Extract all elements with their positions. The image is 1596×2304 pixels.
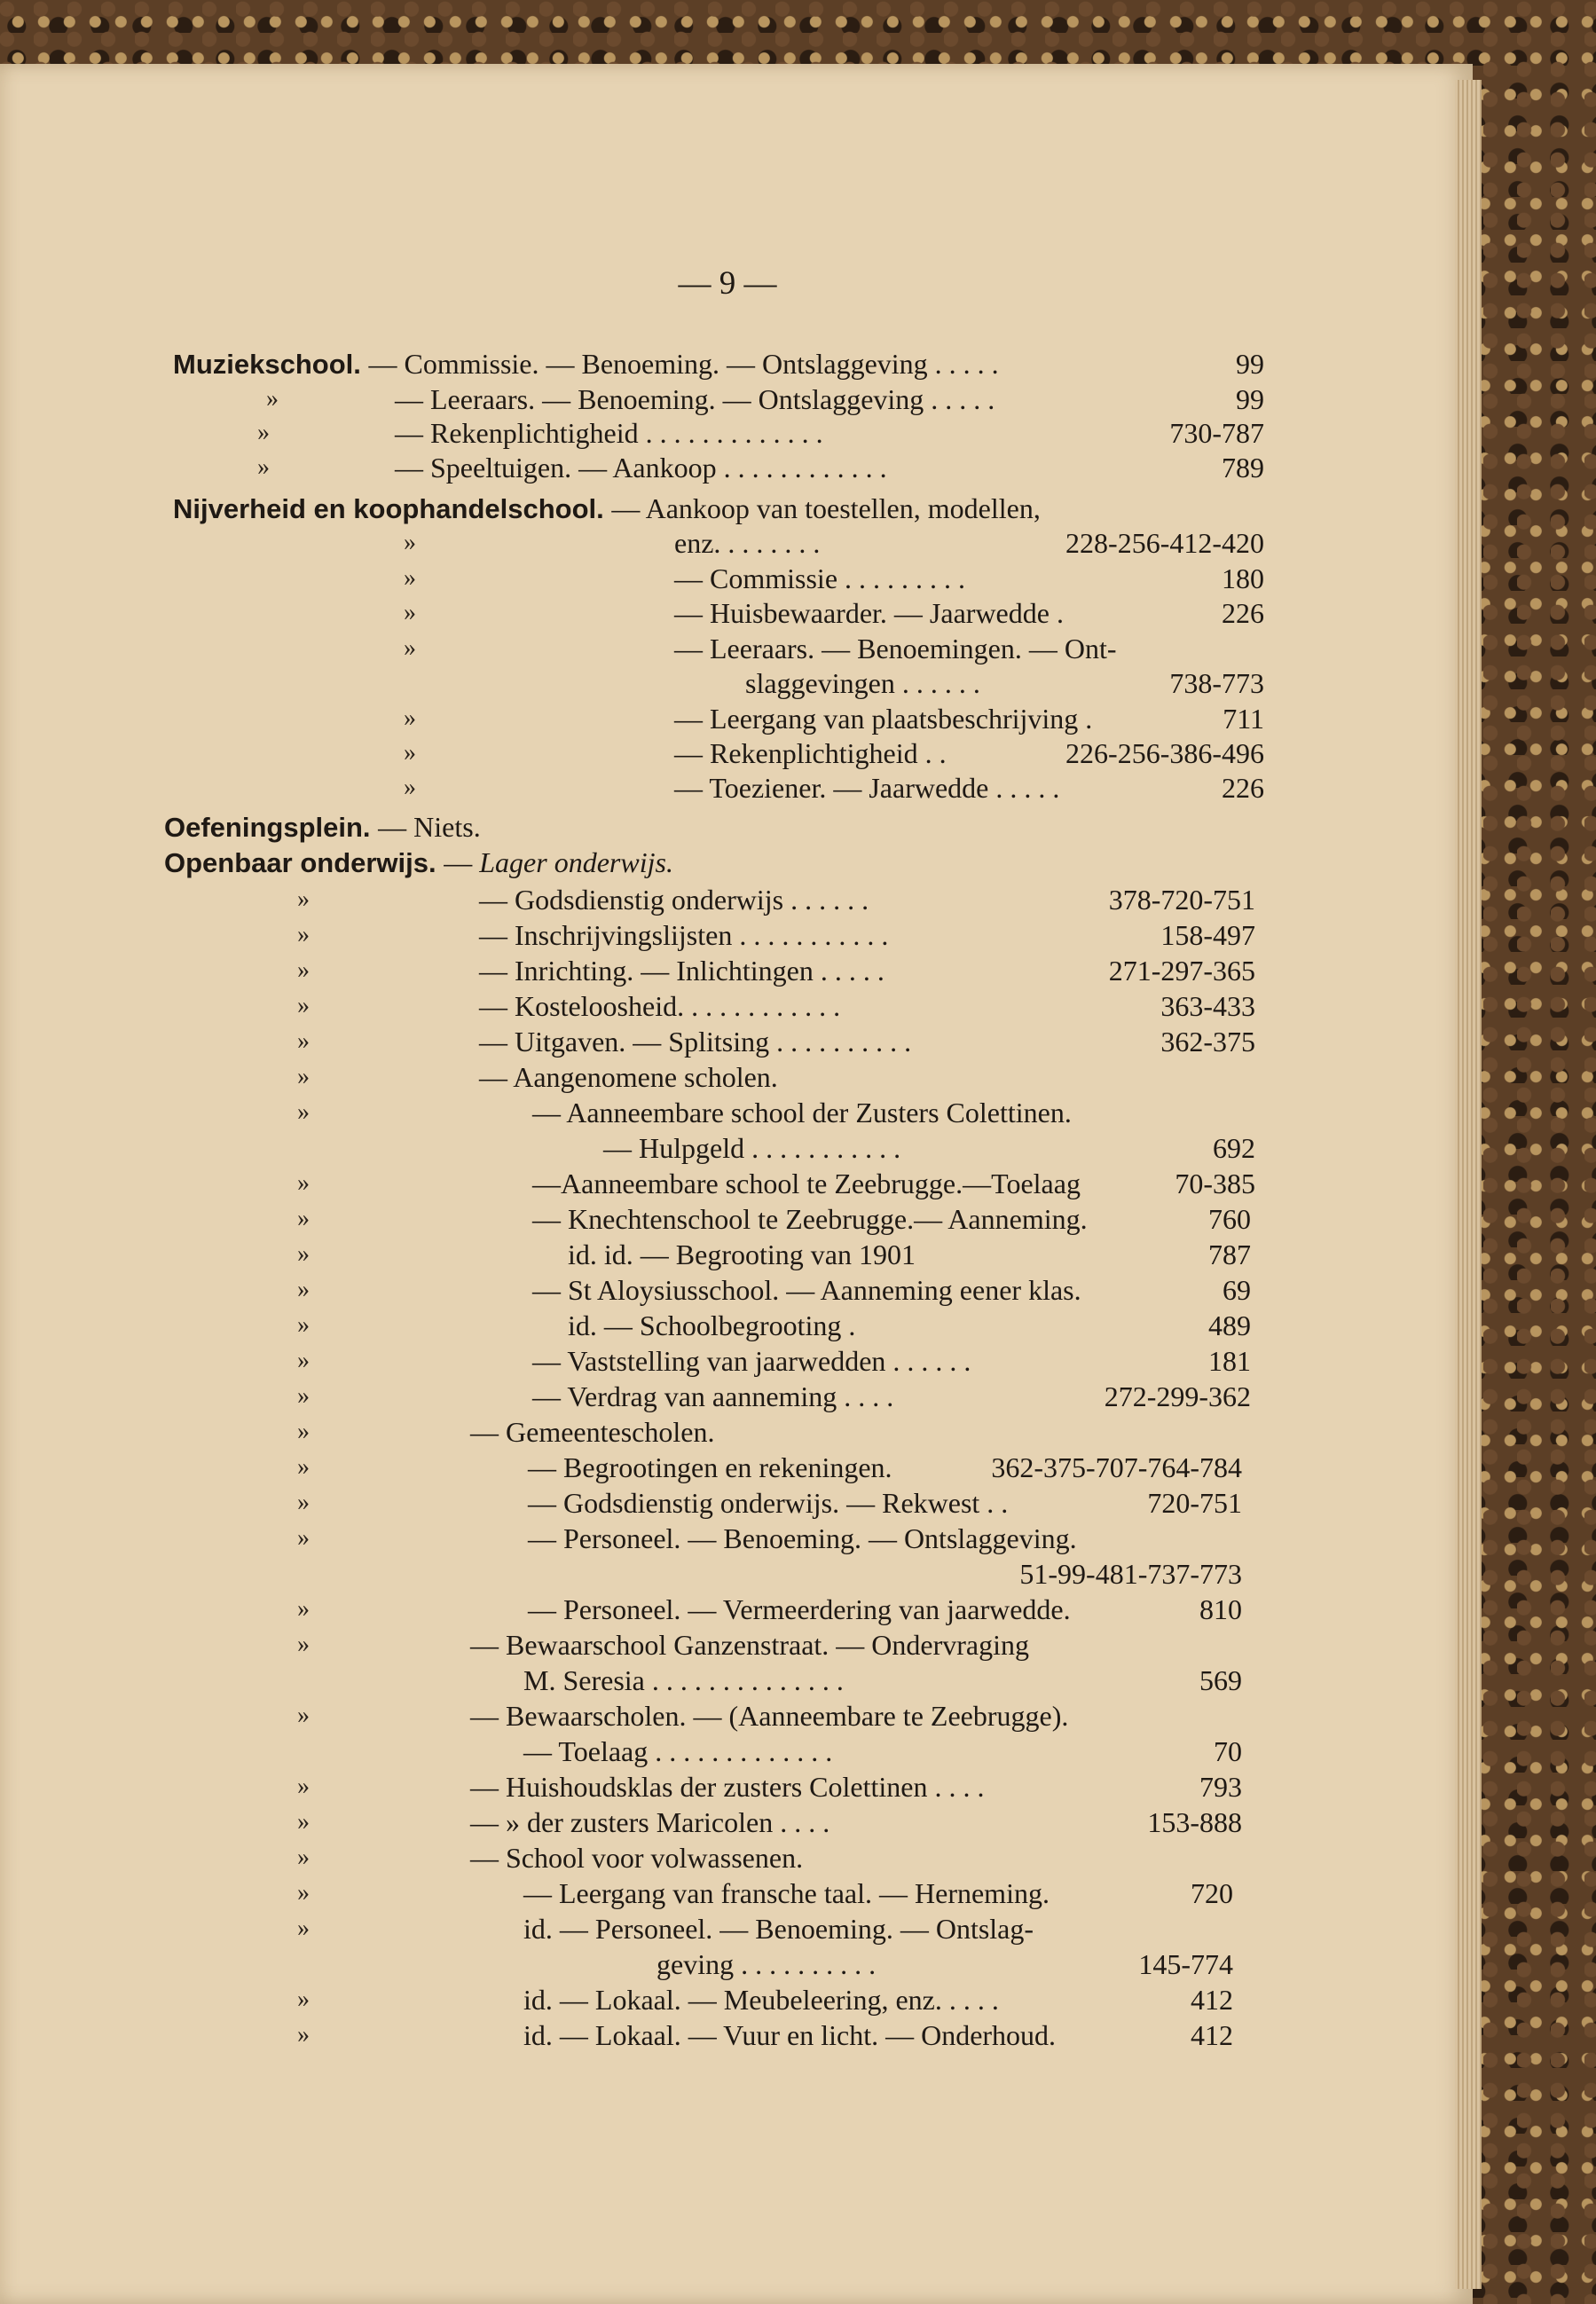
ditto-mark: » xyxy=(297,2021,310,2048)
entry-text: — Vaststelling van jaarwedden . . . . . . xyxy=(532,1345,971,1377)
entry-text: — Aanneembare school der Zusters Colettinen. xyxy=(532,1097,1072,1128)
page-reference: 720 xyxy=(1191,1877,1233,1909)
ditto-mark: » xyxy=(297,1879,310,1907)
ditto-mark: » xyxy=(404,529,416,556)
index-entry xyxy=(523,1734,832,1769)
entry-text: — Kosteloosheid. . . . . . . . . . . . xyxy=(479,990,841,1022)
entry-text: — Huishoudsklas der zusters Colettinen . . . . xyxy=(470,1771,985,1803)
page-reference: 70-385 xyxy=(1175,1168,1255,1199)
index-entry xyxy=(470,1414,714,1450)
page-reference: 99 xyxy=(1236,383,1264,415)
page-reference: 692 xyxy=(1213,1132,1255,1164)
entry-text: — Leergang van plaatsbeschrijving . xyxy=(674,703,1093,735)
entry-text: id. — Schoolbegrooting . xyxy=(568,1309,856,1341)
page-reference: 228-256-412-420 xyxy=(1065,527,1264,559)
index-entry xyxy=(532,1201,1088,1237)
ditto-mark: » xyxy=(404,704,416,732)
page-reference: 810 xyxy=(1199,1593,1242,1625)
ditto-mark: » xyxy=(297,1276,310,1303)
ditto-mark: » xyxy=(297,1453,310,1481)
ditto-mark: » xyxy=(297,1347,310,1374)
entry-text: id. — Lokaal. — Vuur en licht. — Onderhoud. xyxy=(523,2019,1057,2051)
entry-text: slaggevingen . . . . . . xyxy=(745,667,980,699)
page-reference: 787 xyxy=(1208,1238,1251,1270)
index-entry xyxy=(532,1343,971,1379)
index-entry xyxy=(470,1769,984,1805)
entry-text: — Knechtenschool te Zeebrugge.— Aanneming. xyxy=(532,1203,1088,1235)
index-entry xyxy=(528,1521,1077,1556)
index-entry xyxy=(568,1237,916,1272)
index-entry xyxy=(674,770,1059,806)
ditto-mark: » xyxy=(297,1773,310,1800)
index-entry xyxy=(470,1698,1068,1734)
index-entry xyxy=(470,1840,803,1875)
page-reference: 51-99-481-737-773 xyxy=(1019,1558,1242,1590)
page-reference: 69 xyxy=(1223,1274,1251,1306)
index-entry xyxy=(568,1308,855,1343)
ditto-mark: » xyxy=(297,885,310,913)
index-entry xyxy=(532,1379,893,1414)
entry-text: — Personeel. — Vermeerdering van jaarwedde. xyxy=(528,1593,1071,1625)
entry-text: id. id. — Begrooting van 1901 xyxy=(568,1238,916,1270)
entry-text: — Leeraars. — Benoeming. — Ontslaggeving . . . . . xyxy=(395,383,995,415)
page-reference: 711 xyxy=(1223,703,1264,735)
ditto-mark: » xyxy=(297,1063,310,1090)
index-entry xyxy=(523,1911,1034,1946)
ditto-mark: » xyxy=(297,1702,310,1729)
index-entry xyxy=(479,917,888,953)
ditto-mark: » xyxy=(257,419,270,446)
entry-text: id. — Personeel. — Benoeming. — Ontslag- xyxy=(523,1913,1034,1945)
entry-text: — Rekenplichtigheid . . xyxy=(674,737,947,769)
index-entry xyxy=(532,1095,1072,1130)
page-reference: 489 xyxy=(1208,1309,1251,1341)
ditto-mark: » xyxy=(297,1489,310,1516)
ditto-mark: » xyxy=(297,1418,310,1445)
ditto-mark: » xyxy=(297,956,310,984)
entry-text: — Godsdienstig onderwijs . . . . . . xyxy=(479,884,869,916)
ditto-mark: » xyxy=(257,453,270,481)
ditto-mark: » xyxy=(297,921,310,948)
page-reference: 738-773 xyxy=(1169,667,1264,699)
ditto-mark: » xyxy=(297,1844,310,1871)
entry-text: — Hulpgeld . . . . . . . . . . . xyxy=(603,1132,901,1164)
ditto-mark: » xyxy=(297,1631,310,1658)
page-reference: 153-888 xyxy=(1147,1806,1242,1838)
page-reference: 226 xyxy=(1222,597,1264,629)
index-entry xyxy=(674,701,1092,736)
entry-text: — Aangenomene scholen. xyxy=(479,1061,778,1093)
page-reference: 145-774 xyxy=(1138,1948,1233,1980)
index-entry xyxy=(674,561,965,596)
index-entry xyxy=(674,525,820,561)
ditto-mark: » xyxy=(404,634,416,662)
entry-text: — Commissie . . . . . . . . . xyxy=(674,562,966,594)
index-entry xyxy=(523,1875,1050,1911)
index-entry xyxy=(479,988,840,1024)
ditto-mark: » xyxy=(297,992,310,1019)
index-entry xyxy=(173,491,1041,526)
ditto-mark: » xyxy=(404,739,416,767)
index-entry xyxy=(532,1166,1081,1201)
entry-text: — Leergang van fransche taal. — Herneming. xyxy=(523,1877,1050,1909)
index-entry xyxy=(528,1485,1008,1521)
index-entry xyxy=(479,882,869,917)
index-entry xyxy=(395,415,823,451)
page-reference: 789 xyxy=(1222,452,1264,484)
index-entry xyxy=(674,595,1064,631)
entry-text: — St Aloysiusschool. — Aanneming eener klas. xyxy=(532,1274,1081,1306)
entry-text: —Aanneembare school te Zeebrugge.—Toelaag xyxy=(532,1168,1081,1199)
index-entry xyxy=(395,381,995,417)
index-entry xyxy=(479,953,884,988)
entry-heading: Nijverheid en koophandelschool. xyxy=(173,493,612,524)
page-reference: 793 xyxy=(1199,1771,1242,1803)
ditto-mark: » xyxy=(297,1524,310,1552)
page-reference: 362-375-707-764-784 xyxy=(991,1451,1242,1483)
entry-text: — Personeel. — Benoeming. — Ontslaggeving. xyxy=(528,1522,1077,1554)
ditto-mark: » xyxy=(297,1311,310,1339)
entry-heading: Openbaar onderwijs. xyxy=(164,847,444,878)
entry-text: — Niets. xyxy=(378,811,481,843)
entry-text: — Begrootingen en rekeningen. xyxy=(528,1451,892,1483)
index-entry xyxy=(173,346,999,381)
page-reference: 720-751 xyxy=(1147,1487,1242,1519)
ditto-mark: » xyxy=(297,1240,310,1268)
index-entry xyxy=(603,1130,900,1166)
entry-text: — Godsdienstig onderwijs. — Rekwest . . xyxy=(528,1487,1009,1519)
index-entry xyxy=(532,1272,1081,1308)
ditto-mark: » xyxy=(297,1808,310,1836)
ditto-mark: » xyxy=(404,564,416,592)
ditto-mark: » xyxy=(266,385,279,413)
entry-text: M. Seresia . . . . . . . . . . . . . . xyxy=(523,1664,844,1696)
index-entry xyxy=(656,1946,876,1982)
entry-text: — » der zusters Maricolen . . . . xyxy=(470,1806,830,1838)
entry-text: — Leeraars. — Benoemingen. — Ont- xyxy=(674,633,1117,664)
entry-text: — Uitgaven. — Splitsing . . . . . . . . . . xyxy=(479,1026,912,1058)
page-reference: 362-375 xyxy=(1160,1026,1255,1058)
entry-text: — Aankoop van toestellen, modellen, xyxy=(611,492,1041,524)
page-reference: 70 xyxy=(1214,1735,1242,1767)
index-entry xyxy=(164,809,481,845)
index-entry xyxy=(674,735,947,771)
page-reference: 226 xyxy=(1222,772,1264,804)
page-reference: 363-433 xyxy=(1160,990,1255,1022)
entry-text: geving . . . . . . . . . . xyxy=(656,1948,877,1980)
ditto-mark: » xyxy=(297,1382,310,1410)
entry-text: — Bewaarscholen. — (Aanneembare te Zeebrugge). xyxy=(470,1700,1069,1732)
index-entry xyxy=(470,1627,1029,1663)
page-reference: 272-299-362 xyxy=(1104,1380,1251,1412)
page-reference: 271-297-365 xyxy=(1108,955,1255,987)
index-entry xyxy=(674,631,1117,666)
entry-text: — Huisbewaarder. — Jaarwedde . xyxy=(674,597,1064,629)
entry-text: — Toeziener. — Jaarwedde . . . . . xyxy=(674,772,1060,804)
page-reference: 226-256-386-496 xyxy=(1065,737,1264,769)
ditto-mark: » xyxy=(297,1595,310,1623)
ditto-mark: » xyxy=(404,774,416,801)
entry-text: — Inrichting. — Inlichtingen . . . . . xyxy=(479,955,884,987)
entry-text: — Rekenplichtigheid . . . . . . . . . . . . . xyxy=(395,417,823,449)
page-reference: 569 xyxy=(1199,1664,1242,1696)
ditto-mark: » xyxy=(297,1169,310,1197)
page-reference: 412 xyxy=(1191,2019,1233,2051)
entry-text: — xyxy=(444,846,473,878)
ditto-mark: » xyxy=(297,1205,310,1232)
index-entry xyxy=(528,1592,1071,1627)
entry-text: — Gemeentescholen. xyxy=(470,1416,715,1448)
ditto-mark: » xyxy=(297,1986,310,2013)
page-edges xyxy=(1455,80,1482,2289)
ditto-mark: » xyxy=(297,1098,310,1126)
entry-text: id. — Lokaal. — Meubeleering, enz. . . . . xyxy=(523,1984,999,2016)
index-entry xyxy=(395,450,887,485)
entry-heading: Muziekschool. xyxy=(173,349,369,380)
entry-text: enz. . . . . . . . xyxy=(674,527,821,559)
entry-italic: Lager onderwijs. xyxy=(472,846,673,878)
ditto-mark: » xyxy=(404,599,416,626)
index-entry xyxy=(479,1024,911,1059)
page-reference: 181 xyxy=(1208,1345,1251,1377)
entry-text: — Bewaarschool Ganzenstraat. — Ondervraging xyxy=(470,1629,1029,1661)
page-reference: 180 xyxy=(1222,562,1264,594)
entry-text: — Toelaag . . . . . . . . . . . . . xyxy=(523,1735,833,1767)
index-entry xyxy=(745,665,980,701)
entry-heading: Oefeningsplein. xyxy=(164,812,379,843)
entry-text: — Commissie. — Benoeming. — Ontslaggeving . . . . . xyxy=(368,348,999,380)
page-reference: 412 xyxy=(1191,1984,1233,2016)
index-entry xyxy=(164,845,673,880)
index-entry xyxy=(528,1450,892,1485)
entry-text: — Speeltuigen. — Aankoop . . . . . . . . . . . . xyxy=(395,452,887,484)
ditto-mark: » xyxy=(297,1915,310,1942)
index-entry xyxy=(523,1982,999,2017)
entry-text: — School voor volwassenen. xyxy=(470,1842,804,1874)
page-number: — 9 — xyxy=(678,265,777,302)
page-reference: 760 xyxy=(1208,1203,1251,1235)
page-reference: 730-787 xyxy=(1169,417,1264,449)
page-reference: 378-720-751 xyxy=(1108,884,1255,916)
index-entry xyxy=(523,1663,844,1698)
index-entry xyxy=(523,2017,1056,2053)
page-reference: 99 xyxy=(1236,348,1264,380)
index-entry xyxy=(479,1059,778,1095)
index-entry xyxy=(470,1805,829,1840)
entry-text: — Verdrag van aanneming . . . . xyxy=(532,1380,894,1412)
entry-text: — Inschrijvingslijsten . . . . . . . . . . . xyxy=(479,919,889,951)
ditto-mark: » xyxy=(297,1027,310,1055)
page-reference: 158-497 xyxy=(1160,919,1255,951)
